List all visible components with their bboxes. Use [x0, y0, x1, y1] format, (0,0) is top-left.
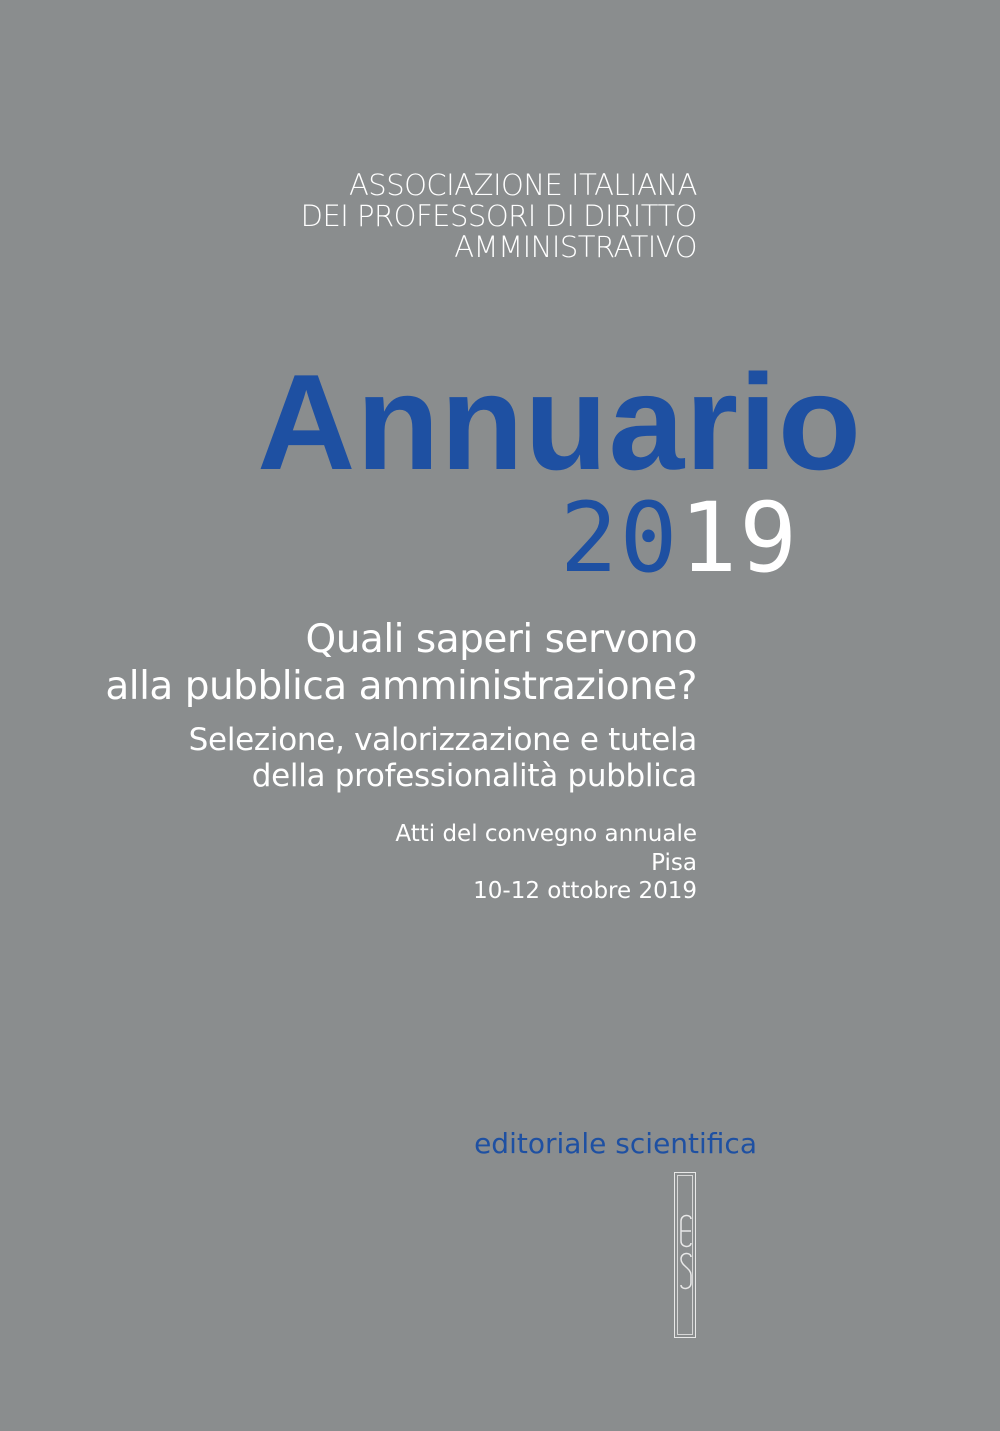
association-line: AMMINISTRATIVO: [454, 230, 697, 264]
event-info: [395, 820, 697, 906]
association-line: DEI PROFESSORI DI DIRITTO: [300, 199, 697, 233]
series-title: Annuario: [257, 346, 862, 498]
event-location: Pisa: [651, 849, 697, 876]
title-line: Quali saperi servono: [305, 617, 697, 662]
year-white-part: 19: [679, 482, 799, 594]
year-blue-part: 20: [559, 482, 680, 594]
subtitle-line: della professionalità pubblica: [251, 758, 697, 794]
es-logo-icon: [678, 1213, 694, 1303]
book-subtitle: [189, 722, 697, 794]
publisher-name: editoriale scientifica: [474, 1127, 757, 1160]
book-title: [105, 616, 697, 710]
publisher-logo: [674, 1172, 696, 1338]
year: [559, 482, 799, 594]
association-name: [301, 170, 697, 263]
association-line: ASSOCIAZIONE ITALIANA: [348, 168, 697, 202]
title-line: alla pubblica amministrazione?: [105, 664, 697, 709]
subtitle-line: Selezione, valorizzazione e tutela: [188, 722, 697, 758]
event-date: 10-12 ottobre 2019: [473, 878, 697, 904]
event-description: Atti del convegno annuale: [395, 821, 697, 847]
